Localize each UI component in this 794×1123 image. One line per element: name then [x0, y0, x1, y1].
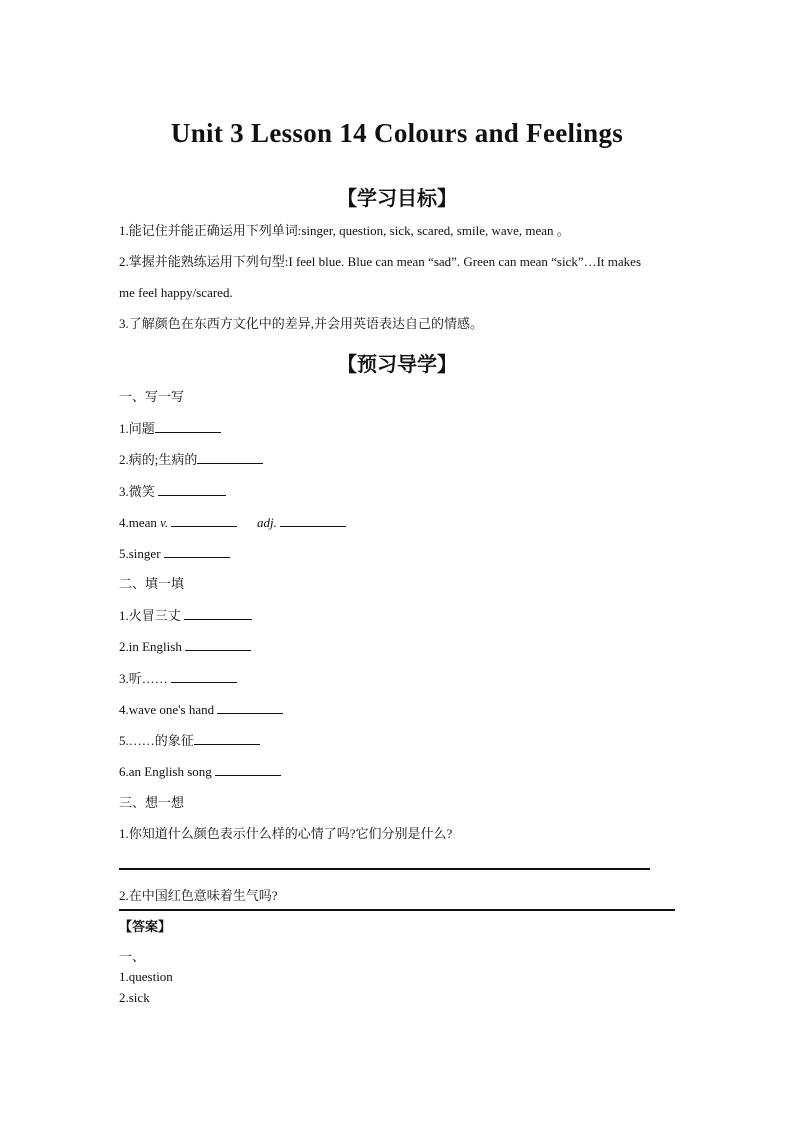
part2-q1-text: 1.火冒三丈 [119, 608, 185, 623]
part3-q1: 1.你知道什么颜色表示什么样的心情了吗?它们分别是什么? [119, 826, 453, 841]
part2-q3 [119, 670, 237, 687]
part1-q4-adj: adj. [256, 515, 277, 530]
answer-line [119, 909, 675, 911]
part2-q4 [119, 701, 283, 718]
answer-blank [171, 514, 237, 527]
part1-q5 [119, 545, 230, 562]
part1-q3-text: 3.微笑 [119, 484, 159, 499]
answer-line [119, 868, 650, 870]
part1-q2-text: 2.病的;生病的 [119, 452, 198, 467]
part1-q2 [119, 451, 263, 468]
part2-q2-text: 2.in English [119, 639, 186, 654]
answer-blank [217, 701, 283, 714]
goals-heading: 【学习目标】 [337, 186, 457, 210]
part1-q1-text: 1.问题 [119, 421, 155, 436]
part2-q5-text: 5.……的象征 [119, 733, 194, 748]
answer-blank [194, 732, 260, 745]
goal-2-line-2: me feel happy/scared. [119, 285, 233, 300]
part1-q3 [119, 483, 226, 500]
part1-q1 [119, 420, 221, 437]
answers-label: 【答案】 [119, 920, 172, 935]
part2-q1 [119, 607, 252, 624]
part2-q6-text: 6.an English song [119, 764, 216, 779]
part1-q4-v: v. [160, 515, 169, 530]
part3-heading: 三、想一想 [119, 795, 185, 810]
answer-blank [280, 514, 346, 527]
goal-1: 1.能记住并能正确运用下列单词:singer, question, sick, scared, smile, wave, mean 。 [119, 223, 570, 238]
answer-blank [158, 483, 226, 496]
answer-blank [164, 545, 230, 558]
goal-2-line-1: 2.掌握并能熟练运用下列句型:I feel blue. Blue can mean “sad”. Green can mean “sick”…It makes [119, 254, 641, 269]
answer-blank [171, 670, 237, 683]
preview-heading: 【预习导学】 [337, 352, 457, 376]
part2-q6 [119, 763, 281, 780]
goal-3: 3.了解颜色在东西方文化中的差异,并会用英语表达自己的情感。 [119, 316, 484, 331]
answer-blank [155, 420, 221, 433]
part2-heading: 二、填一填 [119, 576, 185, 591]
answer-blank [185, 638, 251, 651]
part1-heading: 一、写一写 [119, 389, 185, 404]
answer-blank [215, 763, 281, 776]
part3-q2: 2.在中国红色意味着生气吗? [119, 888, 278, 903]
answer-blank [197, 451, 263, 464]
part2-q5 [119, 732, 260, 749]
part1-q5-text: 5.singer [119, 546, 164, 561]
part2-q4-text: 4.wave one's hand [119, 702, 218, 717]
page-title: Unit 3 Lesson 14 Colours and Feelings [170, 118, 624, 148]
part2-q2 [119, 638, 251, 655]
answers-part1-heading: 一、 [119, 949, 146, 964]
answer-1: 1.question [119, 969, 173, 984]
part1-q4 [119, 514, 346, 531]
part2-q3-text: 3.听…… [119, 671, 172, 686]
answer-blank [184, 607, 252, 620]
part1-q4-text: 4.mean [119, 515, 161, 530]
answer-2: 2.sick [119, 990, 150, 1005]
